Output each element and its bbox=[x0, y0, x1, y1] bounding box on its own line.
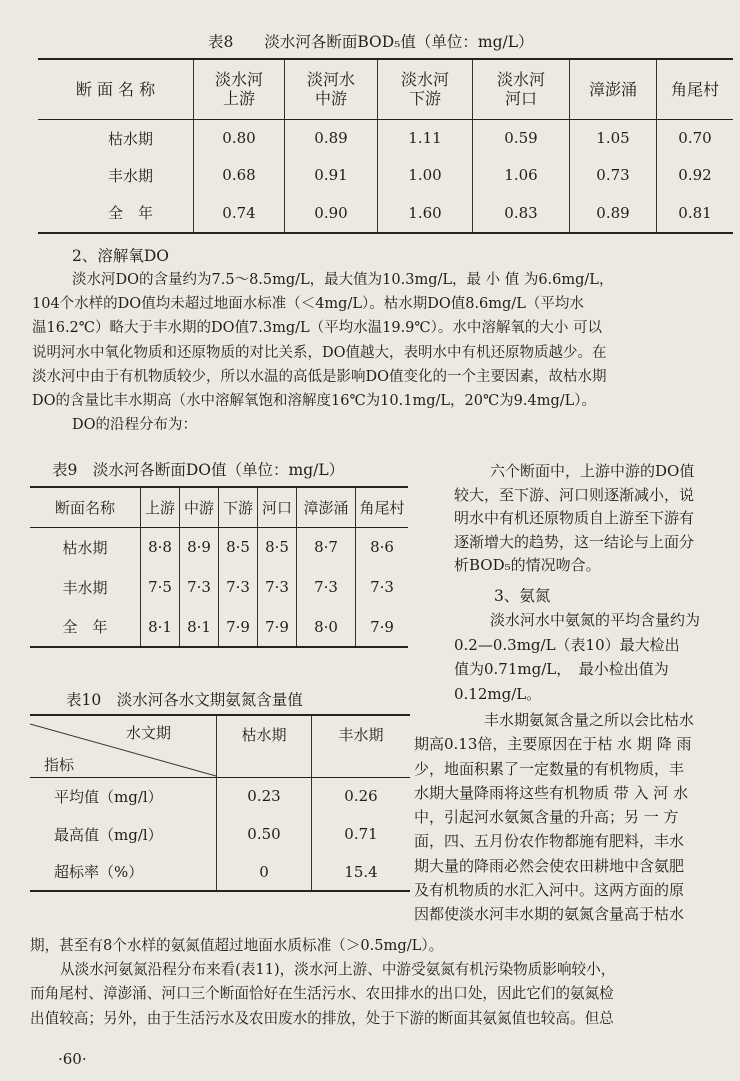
table-row bbox=[38, 193, 733, 233]
row-label: 丰水期 bbox=[30, 567, 141, 607]
text-line: 而角尾村、漳澎涌、河口三个断面恰好在生活污水、农田排水的出口处，因此它们的氨氮检 bbox=[30, 985, 614, 1003]
right-paragraph-2 bbox=[414, 708, 736, 927]
table9-col: 角尾村 bbox=[359, 498, 405, 517]
row-label: 枯水期 bbox=[38, 119, 194, 157]
table9-col: 断面名称 bbox=[30, 487, 141, 527]
cell: 7·3 bbox=[180, 567, 219, 607]
table8-col: 淡水河 上游 bbox=[194, 59, 285, 119]
page-number: ·60· bbox=[58, 1050, 87, 1068]
cell: 7·9 bbox=[258, 607, 297, 647]
table-row bbox=[30, 777, 410, 815]
table9-col: 中游 bbox=[180, 487, 219, 527]
text-line: 从淡水河氨氮沿程分布来看(表11)，淡水河上游、中游受氨氮有机污染物质影响较小， bbox=[60, 961, 616, 979]
table9-col: 下游 bbox=[219, 487, 258, 527]
row-label: 平均值（mg/l） bbox=[30, 777, 217, 815]
table9-col: 漳澎涌 bbox=[297, 487, 356, 527]
cell: 15.4 bbox=[344, 862, 378, 881]
cell: 0 bbox=[217, 853, 312, 891]
cell: 0.71 bbox=[344, 825, 378, 843]
cell: 1.06 bbox=[473, 157, 570, 193]
row-label: 丰水期 bbox=[38, 157, 194, 193]
text-line: 0.12mg/L。 bbox=[454, 684, 542, 703]
cell: 1.60 bbox=[378, 193, 473, 233]
table-row bbox=[30, 607, 408, 647]
cell: 7·3 bbox=[297, 567, 356, 607]
text-line: 期，甚至有8个水样的氨氮值超过地面水质标准（＞0.5mg/L）。 bbox=[30, 937, 444, 954]
section3-heading: 3、氨氮 bbox=[494, 587, 551, 605]
text-line: 淡水河水中氨氮的平均含量约为 bbox=[490, 611, 701, 629]
cell: 8·5 bbox=[219, 527, 258, 567]
text-line: 淡水河DO的含量约为7.5～8.5mg/L，最大值为10.3mg/L，最 小 值 为6.6mg/L， bbox=[72, 272, 614, 288]
cell: 7·5 bbox=[141, 567, 180, 607]
row-label: 全 年 bbox=[30, 607, 141, 647]
text-line: 丰水期氨氮含量之所以会比枯水 bbox=[484, 711, 695, 729]
cell: 7·3 bbox=[370, 578, 394, 596]
cell: 7·9 bbox=[370, 617, 394, 636]
cell: 8·1 bbox=[141, 607, 180, 647]
text-line: 期高0.13倍，主要原因在于枯 水 期 降 雨 bbox=[414, 735, 692, 754]
cell: 0.74 bbox=[194, 193, 285, 233]
cell: 0.70 bbox=[678, 129, 712, 148]
cell: 0.90 bbox=[285, 193, 378, 233]
cell: 7·3 bbox=[258, 567, 297, 607]
cell: 0.91 bbox=[285, 157, 378, 193]
table8-col: 淡水河 下游 bbox=[378, 59, 473, 119]
table10 bbox=[30, 714, 410, 892]
cell: 0.26 bbox=[344, 787, 378, 806]
section2-heading: 2、溶解氧DO bbox=[72, 247, 169, 265]
table10-caption: 表10 淡水河各水文期氨氮含量值 bbox=[66, 691, 303, 709]
cell: 7·9 bbox=[219, 607, 258, 647]
cell: 0.89 bbox=[285, 119, 378, 157]
table9-caption: 表9 淡水河各断面DO值（单位：mg/L） bbox=[52, 461, 345, 479]
text-line: 较大，至下游、河口则逐渐减小，说 bbox=[454, 485, 695, 504]
table-row bbox=[30, 567, 408, 607]
cell: 8·9 bbox=[180, 527, 219, 567]
corner-bottom-label: 指标 bbox=[44, 756, 75, 774]
cell: 1.05 bbox=[570, 119, 657, 157]
table9 bbox=[30, 486, 408, 648]
right-paragraph-1 bbox=[454, 460, 736, 578]
text-line: 0.2—0.3mg/L（表10）最大检出 bbox=[454, 635, 680, 654]
text-line: 少，地面积累了一定数量的有机物质，丰 bbox=[414, 759, 685, 778]
table-row bbox=[30, 815, 410, 853]
text-line: 中，引起河水氨氮含量的升高；另 一 方 bbox=[414, 808, 679, 827]
table8-col-header: 断 面 名 称 bbox=[38, 59, 194, 119]
cell: 8·1 bbox=[180, 607, 219, 647]
table-row bbox=[30, 853, 410, 891]
cell: 8·5 bbox=[258, 527, 297, 567]
text-line: 出值较高；另外，由于生活污水及农田废水的排放，处于下游的断面其氨氮值也较高。但总 bbox=[30, 1009, 614, 1027]
table8-col: 淡河水 中游 bbox=[285, 59, 378, 119]
cell: 8·7 bbox=[297, 527, 356, 567]
section3-body bbox=[454, 608, 736, 706]
text-line: DO的沿程分布为： bbox=[72, 417, 198, 434]
text-line: 值为0.71mg/L， 最小检出值为 bbox=[454, 660, 669, 678]
text-line: 淡水河中由于有机物质较少，所以水温的高低是影响DO值变化的一个主要因素，故枯水期 bbox=[32, 368, 607, 385]
text-line: 明水中有机还原物质自上游至下游有 bbox=[454, 509, 695, 527]
bottom-paragraph bbox=[30, 934, 736, 1031]
cell: 0.68 bbox=[194, 157, 285, 193]
table-row bbox=[38, 157, 733, 193]
table8-col: 漳澎涌 bbox=[570, 59, 657, 119]
text-line: 104个水样的DO值均未超过地面水标准（＜4mg/L）。枯水期DO值8.6mg/L（平均水 bbox=[32, 296, 584, 313]
text-line: 析BOD₅的情况吻合。 bbox=[454, 556, 601, 574]
text-line: 说明河水中氧化物质和还原物质的对比关系，DO值越大，表明水中有机还原物质越少。在 bbox=[32, 344, 607, 361]
text-line: 期大量的降雨必然会使农田耕地中含氨肥 bbox=[414, 856, 685, 875]
row-label: 最高值（mg/l） bbox=[30, 815, 217, 853]
cell: 0.81 bbox=[678, 203, 712, 222]
text-line: 面，四、五月份农作物都施有肥料，丰水 bbox=[414, 832, 685, 851]
table10-corner-cell bbox=[30, 715, 217, 777]
table8 bbox=[38, 58, 733, 234]
table10-col: 枯水期 bbox=[217, 715, 312, 777]
text-line: 因都使淡水河丰水期的氨氮含量高于枯水 bbox=[414, 905, 685, 924]
cell: 8·6 bbox=[370, 538, 394, 557]
cell: 0.89 bbox=[570, 193, 657, 233]
row-label: 全 年 bbox=[38, 193, 194, 233]
cell: 1.00 bbox=[378, 157, 473, 193]
text-line: 逐渐增大的趋势，这一结论与上面分 bbox=[454, 532, 695, 551]
cell: 0.50 bbox=[217, 815, 312, 853]
table9-col: 河口 bbox=[258, 487, 297, 527]
cell: 8·0 bbox=[297, 607, 356, 647]
table9-col: 上游 bbox=[141, 487, 180, 527]
text-line: 及有机物质的水汇入河中。这两方面的原 bbox=[414, 881, 685, 900]
section2-body bbox=[32, 268, 737, 437]
table-row bbox=[30, 527, 408, 567]
text-line: 温16.2℃）略大于丰水期的DO值7.3mg/L（平均水温19.9℃）。水中溶解氧的大小 可以 bbox=[32, 320, 602, 337]
row-label: 超标率（%） bbox=[30, 853, 217, 891]
cell: 1.11 bbox=[378, 119, 473, 157]
text-line: 水期大量降雨将这些有机物质 带 入 河 水 bbox=[414, 783, 689, 802]
cell: 0.92 bbox=[678, 166, 712, 184]
corner-top-label: 水文期 bbox=[126, 724, 172, 742]
cell: 0.80 bbox=[194, 119, 285, 157]
table8-col: 淡水河 河口 bbox=[473, 59, 570, 119]
table8-col: 角尾村 bbox=[670, 79, 719, 99]
text-line: 六个断面中，上游中游的DO值 bbox=[490, 462, 695, 480]
table10-col: 丰水期 bbox=[338, 726, 384, 744]
table8-caption: 表8 淡水河各断面BOD₅值（单位：mg/L） bbox=[208, 33, 534, 51]
text-line: DO的含量比丰水期高（水中溶解氧饱和溶解度16℃为10.1mg/L，20℃为9.4mg/L）。 bbox=[32, 393, 597, 410]
cell: 0.23 bbox=[217, 777, 312, 815]
cell: 0.73 bbox=[570, 157, 657, 193]
cell: 7·3 bbox=[219, 567, 258, 607]
cell: 0.83 bbox=[473, 193, 570, 233]
cell: 0.59 bbox=[473, 119, 570, 157]
cell: 8·8 bbox=[141, 527, 180, 567]
row-label: 枯水期 bbox=[30, 527, 141, 567]
table-row bbox=[38, 119, 733, 157]
